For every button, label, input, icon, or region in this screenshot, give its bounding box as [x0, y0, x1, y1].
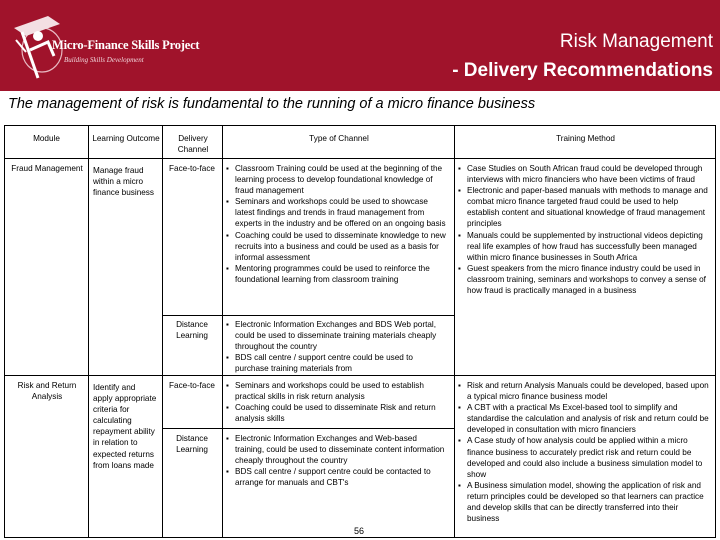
- list-item: ▪ A Case study of how analysis could be applied within a micro finance business to accurately predict risk and return could be developed and could also include a business simulation model to show: [458, 435, 712, 479]
- column-divider: [88, 125, 89, 537]
- channel-type-list: [226, 319, 448, 374]
- list-item: ▪ Coaching could be used to disseminate Risk and return analysis skills: [226, 402, 448, 424]
- page-title-secondary: - Delivery Recommendations: [452, 60, 713, 81]
- list-item: ▪ Case Studies on South African fraud could be developed through interviews with micro financiers who have been victims of fraud: [458, 163, 712, 185]
- header-delivery-channel: Delivery Channel: [177, 134, 209, 155]
- table-border: [715, 125, 716, 537]
- header-learning-outcome: Learning Outcome: [92, 134, 160, 143]
- title-banner: [0, 0, 720, 91]
- list-item: ▪ Guest speakers from the micro finance industry could be used in classroom training, seminars and workshops to convey a sense of how fraud is practically managed in a business: [458, 263, 712, 296]
- delivery-channel-cell: Distance Learning: [176, 320, 208, 341]
- column-divider: [454, 125, 455, 537]
- channel-type-list: [226, 163, 448, 285]
- row-divider: [4, 158, 716, 159]
- list-item: ▪ A CBT with a practical Ms Excel-based tool to simplify and standardise the calculation and analysis of risk and return could be developed in consultation with micro financiers: [458, 402, 712, 435]
- list-item: ▪ Classroom Training could be used at the beginning of the learning process to develop foundational knowledge of fraud management: [226, 163, 448, 196]
- delivery-channel-cell: Face-to-face: [169, 381, 215, 390]
- logo-title: Micro-Finance Skills Project: [52, 38, 200, 52]
- list-item: ▪ BDS call centre / support centre could be contacted to arrange for manuals and CBT's: [226, 466, 448, 488]
- list-item: ▪ Mentoring programmes could be used to reinforce the foundational learning from classroom training: [226, 263, 448, 285]
- project-logo: [8, 10, 200, 82]
- module-cell: Fraud Management: [11, 164, 83, 173]
- delivery-table: [4, 125, 716, 538]
- page-number: 56: [354, 526, 365, 536]
- learning-outcome-cell: Manage fraud within a micro finance business: [93, 166, 154, 198]
- row-divider: [162, 315, 454, 316]
- row-divider: [4, 375, 716, 376]
- list-item: ▪ Electronic Information Exchanges and BDS Web portal, could be used to disseminate training materials cheaply throughout the country: [226, 319, 448, 352]
- list-item: ▪ BDS call centre / support centre could be used to purchase training materials from: [226, 352, 448, 374]
- list-item: ▪ Seminars and workshops could be used to showcase latest findings and trends in fraud management from experts in the industry and be offered on an ongoing basis: [226, 196, 448, 229]
- header-type-of-channel: Type of Channel: [309, 134, 369, 143]
- list-item: ▪ Electronic Information Exchanges and Web-based training, could be used to disseminate content information cheaply throughout the country: [226, 433, 448, 466]
- channel-type-list: [226, 433, 448, 488]
- delivery-channel-cell: Face-to-face: [169, 164, 215, 173]
- list-item: ▪ Manuals could be supplemented by instructional videos depicting real life examples of how fraud has successfully been managed within micro finance businesses in South Africa: [458, 230, 712, 263]
- list-item: ▪ A Business simulation model, showing the application of risk and return principles could be developed so that learners can practice and develop skills that can be directly transferred into their business: [458, 480, 712, 524]
- row-divider: [162, 428, 454, 429]
- list-item: ▪ Coaching could be used to disseminate knowledge to new recruits into a business and could be used as a basis for informal assessment: [226, 230, 448, 263]
- list-item: ▪ Seminars and workshops could be used to establish practical skills in risk return analysis: [226, 380, 448, 402]
- training-method-list: [458, 163, 712, 296]
- delivery-channel-cell: Distance Learning: [176, 434, 208, 455]
- logo-tagline: Building Skills Development: [64, 56, 144, 64]
- column-divider: [162, 125, 163, 537]
- list-item: ▪ Electronic and paper-based manuals with methods to manage and combat micro finance targeted fraud could be used to help establish content and situational knowledge of fraud management principles: [458, 185, 712, 229]
- training-method-list: [458, 380, 712, 524]
- learning-outcome-cell: Identify and apply appropriate criteria for calculating repayment ability in relation to expected returns from loans made: [93, 383, 157, 470]
- list-item: ▪ Risk and return Analysis Manuals could be developed, based upon a typical micro finance business model: [458, 380, 712, 402]
- table-border: [4, 125, 5, 537]
- channel-type-list: [226, 380, 448, 424]
- table-border: [4, 125, 716, 126]
- column-divider: [222, 125, 223, 537]
- header-module: Module: [33, 134, 60, 143]
- table-border: [4, 537, 716, 538]
- page-subtitle: The management of risk is fundamental to the running of a micro finance business: [8, 96, 536, 112]
- header-training-method: Training Method: [556, 134, 615, 143]
- page-title: Risk Management: [559, 31, 713, 52]
- module-cell: Risk and Return Analysis: [17, 381, 77, 402]
